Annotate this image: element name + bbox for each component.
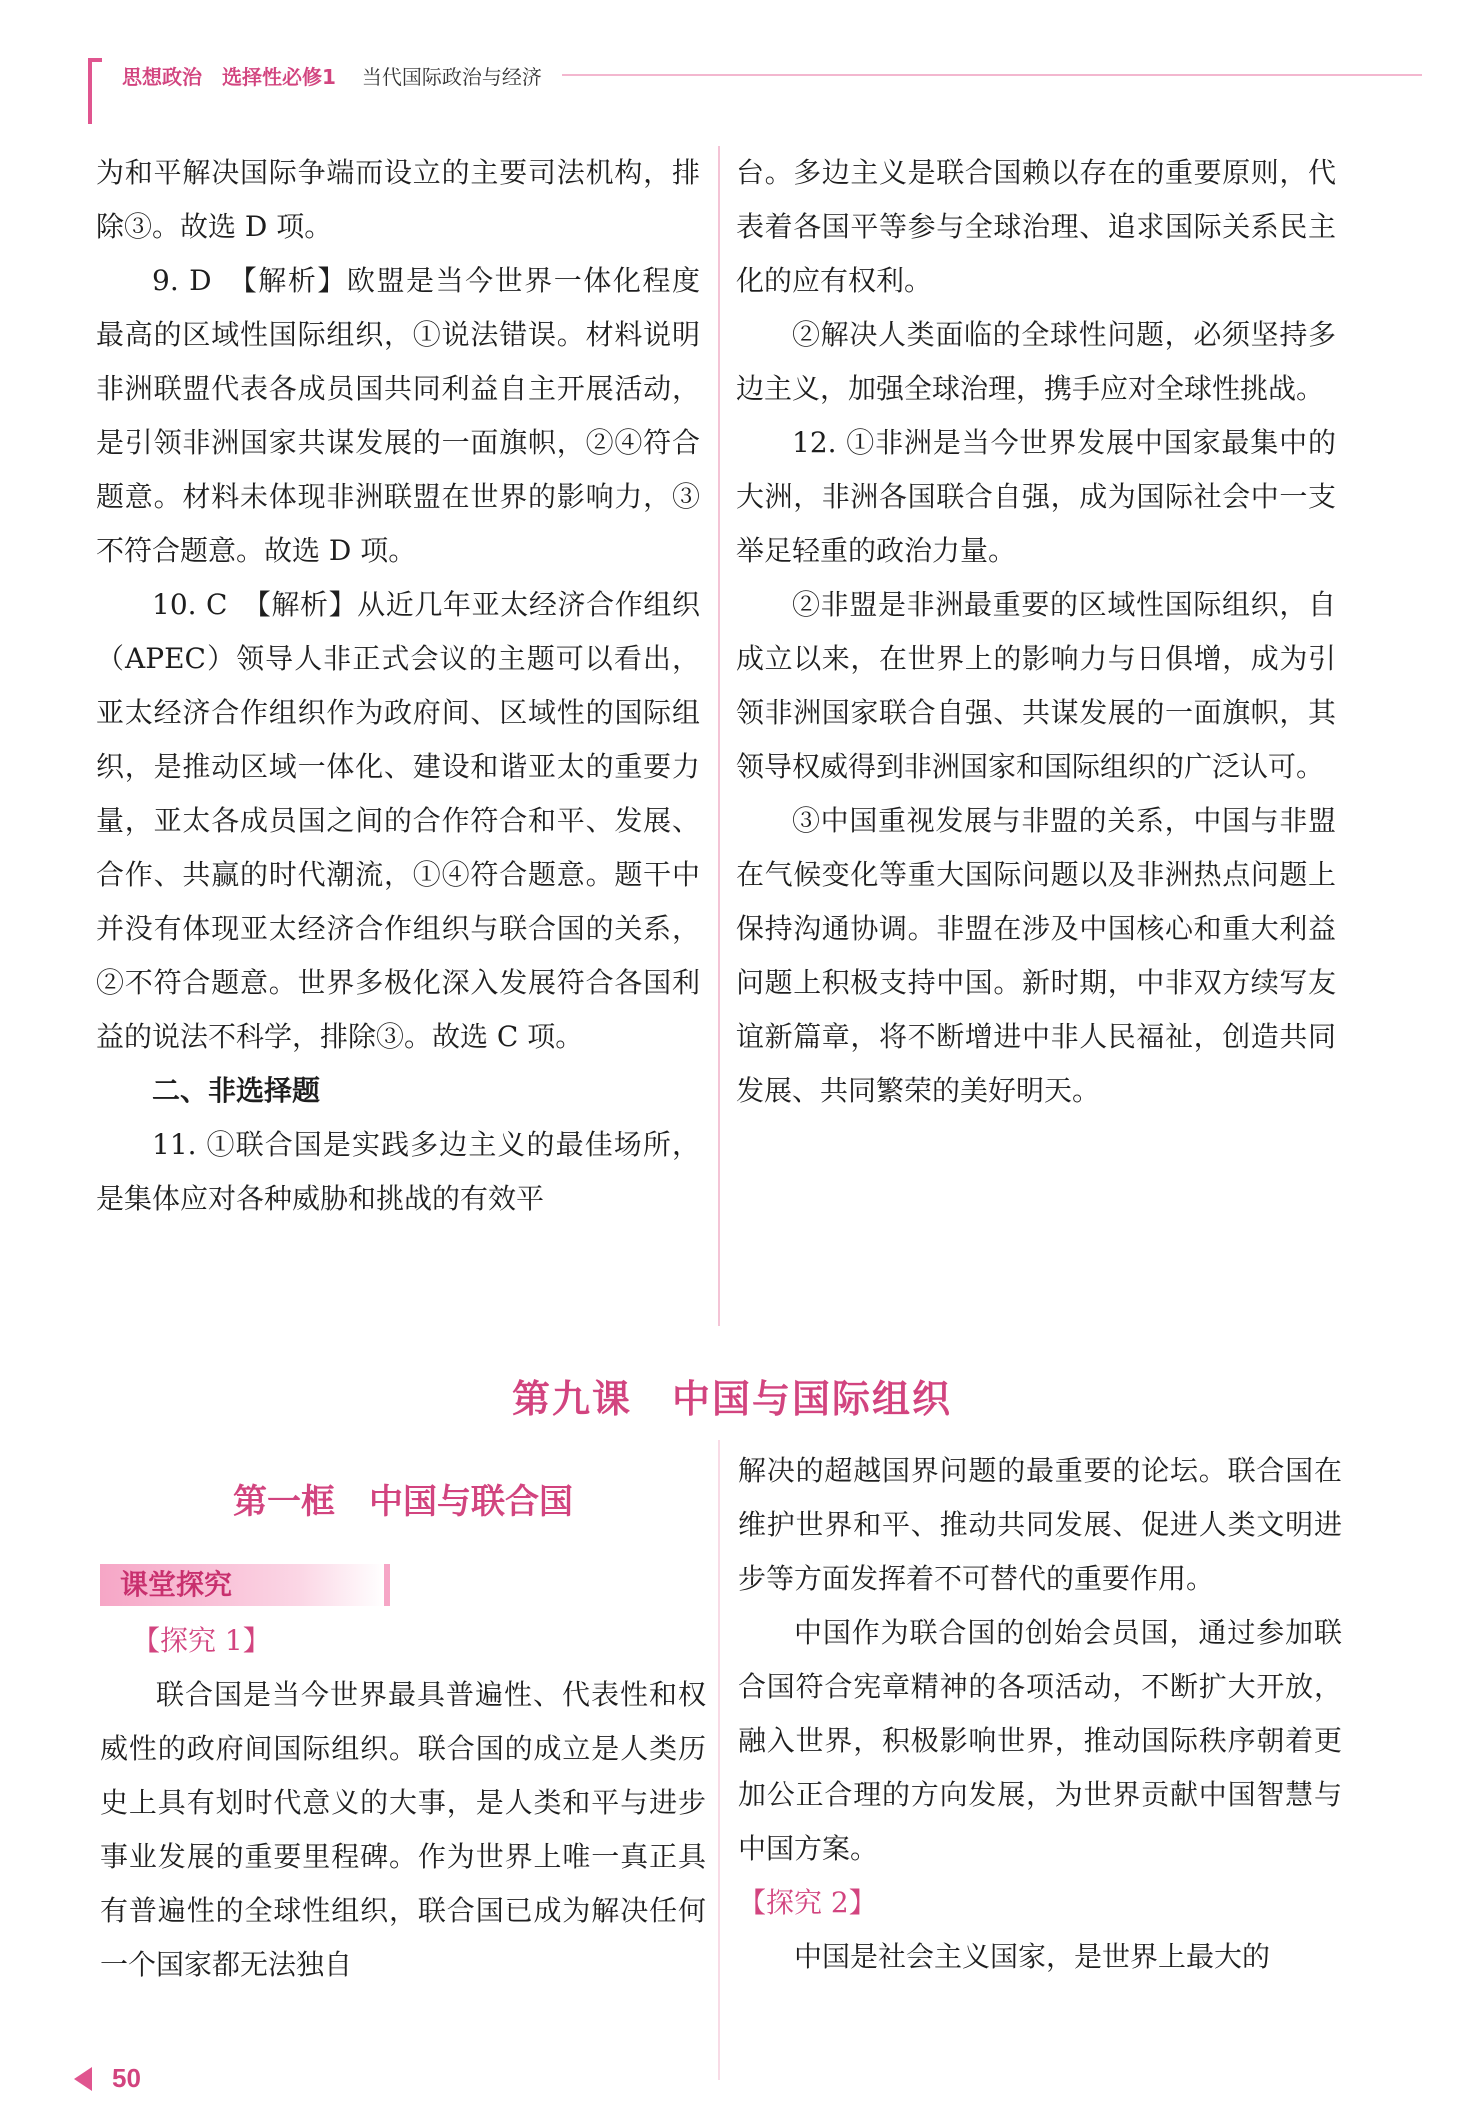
frame-title: 第一框 中国与联合国 xyxy=(233,1482,573,1522)
answer-12-point-3: ③中国重视发展与非盟的关系，中国与非盟在气候变化等重大国际问题以及非洲热点问题上保持沟通协调。非盟在涉及中国核心和重大利益问题上积极支持中国。新时期，中非双方续写友谊新篇章，将不断增进中非人民福祉，创造共同发展、共同繁荣的美好明天。 xyxy=(736,804,1336,1107)
answer-12-point-2: ②非盟是非洲最重要的区域性国际组织，自成立以来，在世界上的影响力与日俱增，成为引领非洲国家联合自强、共谋发展的一面旗帜，其领导权威得到非洲国家和国际组织的广泛认可。 xyxy=(736,588,1336,783)
header-course: 选择性必修1 xyxy=(222,64,336,89)
answers-right-column xyxy=(736,146,1336,1118)
lesson-title: 第九课 中国与国际组织 xyxy=(511,1376,952,1421)
header-corner-mark xyxy=(88,58,102,124)
lesson-right-column xyxy=(738,1444,1342,1984)
explore-1-cont: 解决的超越国界问题的最重要的论坛。联合国在维护世界和平、推动共同发展、促进人类文明进步等方面发挥着不可替代的重要作用。 xyxy=(738,1454,1342,1595)
answer-8-end: 为和平解决国际争端而设立的主要司法机构，排除③。故选 D 项。 xyxy=(96,156,700,243)
section-heading-non-choice: 二、非选择题 xyxy=(152,1074,321,1107)
answer-9: 9. D 【解析】欧盟是当今世界一体化程度最高的区域性国际组织，①说法错误。材料说明非洲联盟代表各成员国共同利益自主开展活动，是引领非洲国家共谋发展的一面旗帜，②④符合题意。材料未体现非洲联盟在世界的影响力，③不符合题意。故选 D 项。 xyxy=(96,264,700,567)
explore-2-label: 【探究 2】 xyxy=(738,1886,877,1919)
explore-2-text: 中国是社会主义国家，是世界上最大的 xyxy=(794,1940,1271,1973)
explore-1-label: 【探究 1】 xyxy=(132,1624,271,1657)
page-triangle-icon xyxy=(74,2067,92,2091)
answer-11-cont: 台。多边主义是联合国赖以存在的重要原则，代表着各国平等参与全球治理、追求国际关系民主化的应有权利。 xyxy=(736,156,1336,297)
answer-11-start: 11. ①联合国是实践多边主义的最佳场所，是集体应对各种威胁和挑战的有效平 xyxy=(96,1128,700,1215)
section-tag: 课堂探究 xyxy=(100,1564,390,1606)
page-header xyxy=(122,58,1422,92)
header-subject: 思想政治 xyxy=(122,64,202,89)
lesson-left-column xyxy=(100,1444,706,1992)
answer-12-point-1: 12. ①非洲是当今世界发展中国家最集中的大洲，非洲各国联合自强，成为国际社会中一支举足轻重的政治力量。 xyxy=(736,426,1336,567)
page-number: 50 xyxy=(112,2063,141,2093)
explore-1-china-text: 中国作为联合国的创始会员国，通过参加联合国符合宪章精神的各项活动，不断扩大开放，融入世界，积极影响世界，推动国际秩序朝着更加公正合理的方向发展，为世界贡献中国智慧与中国方案。 xyxy=(738,1616,1342,1865)
answer-11-point-2: ②解决人类面临的全球性问题，必须坚持多边主义，加强全球治理，携手应对全球性挑战。 xyxy=(736,318,1336,405)
column-divider xyxy=(718,146,720,1326)
answers-left-column xyxy=(96,146,700,1226)
header-rule xyxy=(562,74,1422,76)
column-divider-lower xyxy=(718,1440,720,2080)
header-book-title: 当代国际政治与经济 xyxy=(361,64,542,89)
page-footer xyxy=(74,2063,141,2094)
answer-10: 10. C 【解析】从近几年亚太经济合作组织（APEC）领导人非正式会议的主题可以看出，亚太经济合作组织作为政府间、区域性的国际组织，是推动区域一体化、建设和谐亚太的重要力量，亚太各成员国之间的合作符合和平、发展、合作、共赢的时代潮流，①④符合题意。题干中并没有体现亚太经济合作组织与联合国的关系，②不符合题意。世界多极化深入发展符合各国利益的说法不科学，排除③。故选 C 项。 xyxy=(96,588,700,1053)
explore-1-text: 联合国是当今世界最具普遍性、代表性和权威性的政府间国际组织。联合国的成立是人类历史上具有划时代意义的大事，是人类和平与进步事业发展的重要里程碑。作为世界上唯一真正具有普遍性的全球性组织，联合国已成为解决任何一个国家都无法独自 xyxy=(100,1678,706,1981)
